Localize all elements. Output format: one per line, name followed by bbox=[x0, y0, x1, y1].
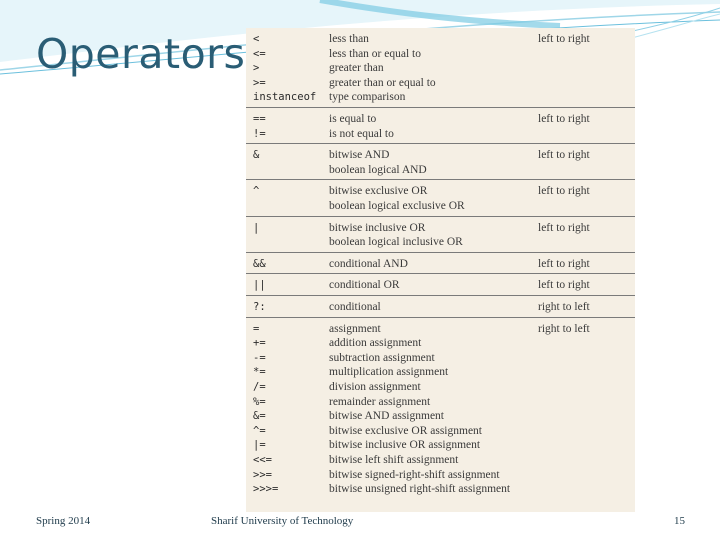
description-cell: subtraction assignment bbox=[329, 351, 435, 364]
table-row bbox=[246, 366, 635, 381]
table-row bbox=[246, 469, 635, 484]
operator-cell: >>= bbox=[253, 468, 272, 481]
group-divider bbox=[246, 216, 635, 217]
operator-cell: += bbox=[253, 337, 266, 350]
table-row bbox=[246, 149, 635, 164]
table-row bbox=[246, 200, 635, 215]
description-cell: greater than or equal to bbox=[329, 76, 436, 89]
table-row bbox=[246, 352, 635, 367]
operator-cell: instanceof bbox=[253, 91, 317, 104]
operator-cell: && bbox=[253, 257, 266, 270]
description-cell: bitwise AND assignment bbox=[329, 410, 444, 423]
operator-cell: <= bbox=[253, 47, 266, 60]
description-cell: conditional OR bbox=[329, 279, 400, 292]
associativity-cell: left to right bbox=[538, 113, 590, 125]
description-cell: bitwise unsigned right-shift assignment bbox=[329, 483, 511, 496]
table-row bbox=[246, 62, 635, 77]
description-cell: bitwise AND bbox=[329, 149, 390, 162]
operator-cell: != bbox=[253, 127, 266, 140]
table-row bbox=[246, 185, 635, 200]
associativity-cell: right to left bbox=[538, 322, 590, 335]
description-cell: multiplication assignment bbox=[329, 366, 449, 379]
table-row bbox=[246, 279, 635, 294]
table-row bbox=[246, 410, 635, 425]
table-row bbox=[246, 113, 635, 128]
associativity-cell: left to right bbox=[538, 257, 590, 270]
group-divider bbox=[246, 252, 635, 253]
description-cell: bitwise left shift assignment bbox=[329, 454, 459, 466]
description-cell: boolean logical AND bbox=[329, 163, 427, 176]
description-cell: addition assignment bbox=[329, 337, 422, 350]
slide-title: Operators bbox=[36, 30, 246, 78]
associativity-cell: right to left bbox=[538, 301, 590, 313]
table-row bbox=[246, 337, 635, 352]
operator-precedence-table bbox=[246, 28, 635, 512]
table-row bbox=[246, 128, 635, 143]
table-row bbox=[246, 381, 635, 396]
operator-cell: = bbox=[253, 322, 260, 335]
description-cell: is not equal to bbox=[329, 127, 394, 140]
group-divider bbox=[246, 317, 635, 318]
associativity-cell: left to right bbox=[538, 149, 590, 162]
table-row bbox=[246, 323, 635, 338]
operator-cell: ^ bbox=[253, 185, 260, 198]
description-cell: less than or equal to bbox=[329, 47, 421, 60]
page-number: 15 bbox=[674, 515, 685, 527]
description-cell: division assignment bbox=[329, 381, 421, 393]
table-row bbox=[246, 301, 635, 316]
description-cell: boolean logical inclusive OR bbox=[329, 236, 463, 249]
footer-date: Spring 2014 bbox=[36, 515, 91, 527]
operator-cell: & bbox=[253, 149, 260, 162]
description-cell: type comparison bbox=[329, 91, 406, 104]
table-row bbox=[246, 236, 635, 251]
description-cell: bitwise exclusive OR bbox=[329, 185, 428, 198]
operator-cell: < bbox=[253, 33, 260, 45]
operator-cell: /= bbox=[253, 381, 266, 393]
description-cell: conditional AND bbox=[329, 257, 408, 270]
description-cell: bitwise exclusive OR assignment bbox=[329, 424, 482, 437]
operator-cell: *= bbox=[253, 366, 266, 379]
footer-institution: Sharif University of Technology bbox=[211, 515, 354, 527]
group-divider bbox=[246, 179, 635, 180]
table-row bbox=[246, 425, 635, 440]
description-cell: conditional bbox=[329, 301, 381, 313]
group-divider bbox=[246, 295, 635, 296]
operator-cell: %= bbox=[253, 395, 266, 408]
operator-cell: ^= bbox=[253, 424, 266, 437]
operator-cell: >= bbox=[253, 76, 266, 89]
table-row bbox=[246, 454, 635, 469]
associativity-cell: left to right bbox=[538, 33, 590, 45]
operator-cell: ?: bbox=[253, 301, 266, 313]
description-cell: remainder assignment bbox=[329, 395, 431, 408]
operator-cell: | bbox=[253, 221, 260, 234]
operator-cell: &= bbox=[253, 410, 266, 423]
description-cell: boolean logical exclusive OR bbox=[329, 200, 465, 212]
table-row bbox=[246, 222, 635, 237]
table-row bbox=[246, 91, 635, 106]
description-cell: assignment bbox=[329, 322, 381, 335]
operator-cell: || bbox=[253, 279, 266, 292]
table-row bbox=[246, 483, 635, 498]
group-divider bbox=[246, 107, 635, 108]
associativity-cell: left to right bbox=[538, 221, 590, 234]
group-divider bbox=[246, 273, 635, 274]
associativity-cell: left to right bbox=[538, 279, 590, 292]
group-divider bbox=[246, 143, 635, 144]
table-row bbox=[246, 77, 635, 92]
description-cell: greater than bbox=[329, 62, 384, 75]
operator-cell: >>>= bbox=[253, 483, 279, 496]
description-cell: less than bbox=[329, 33, 369, 45]
description-cell: is equal to bbox=[329, 113, 377, 125]
operator-cell: |= bbox=[253, 439, 266, 452]
operator-cell: == bbox=[253, 113, 266, 125]
table-row bbox=[246, 48, 635, 63]
table-row bbox=[246, 258, 635, 273]
table-row bbox=[246, 33, 635, 48]
operator-cell: > bbox=[253, 62, 260, 75]
associativity-cell: left to right bbox=[538, 185, 590, 198]
operator-cell: -= bbox=[253, 351, 266, 364]
table-row bbox=[246, 164, 635, 179]
operator-cell: <<= bbox=[253, 454, 272, 466]
table-row bbox=[246, 439, 635, 454]
description-cell: bitwise signed-right-shift assignment bbox=[329, 468, 500, 481]
table-row bbox=[246, 396, 635, 411]
description-cell: bitwise inclusive OR assignment bbox=[329, 439, 481, 452]
description-cell: bitwise inclusive OR bbox=[329, 221, 426, 234]
